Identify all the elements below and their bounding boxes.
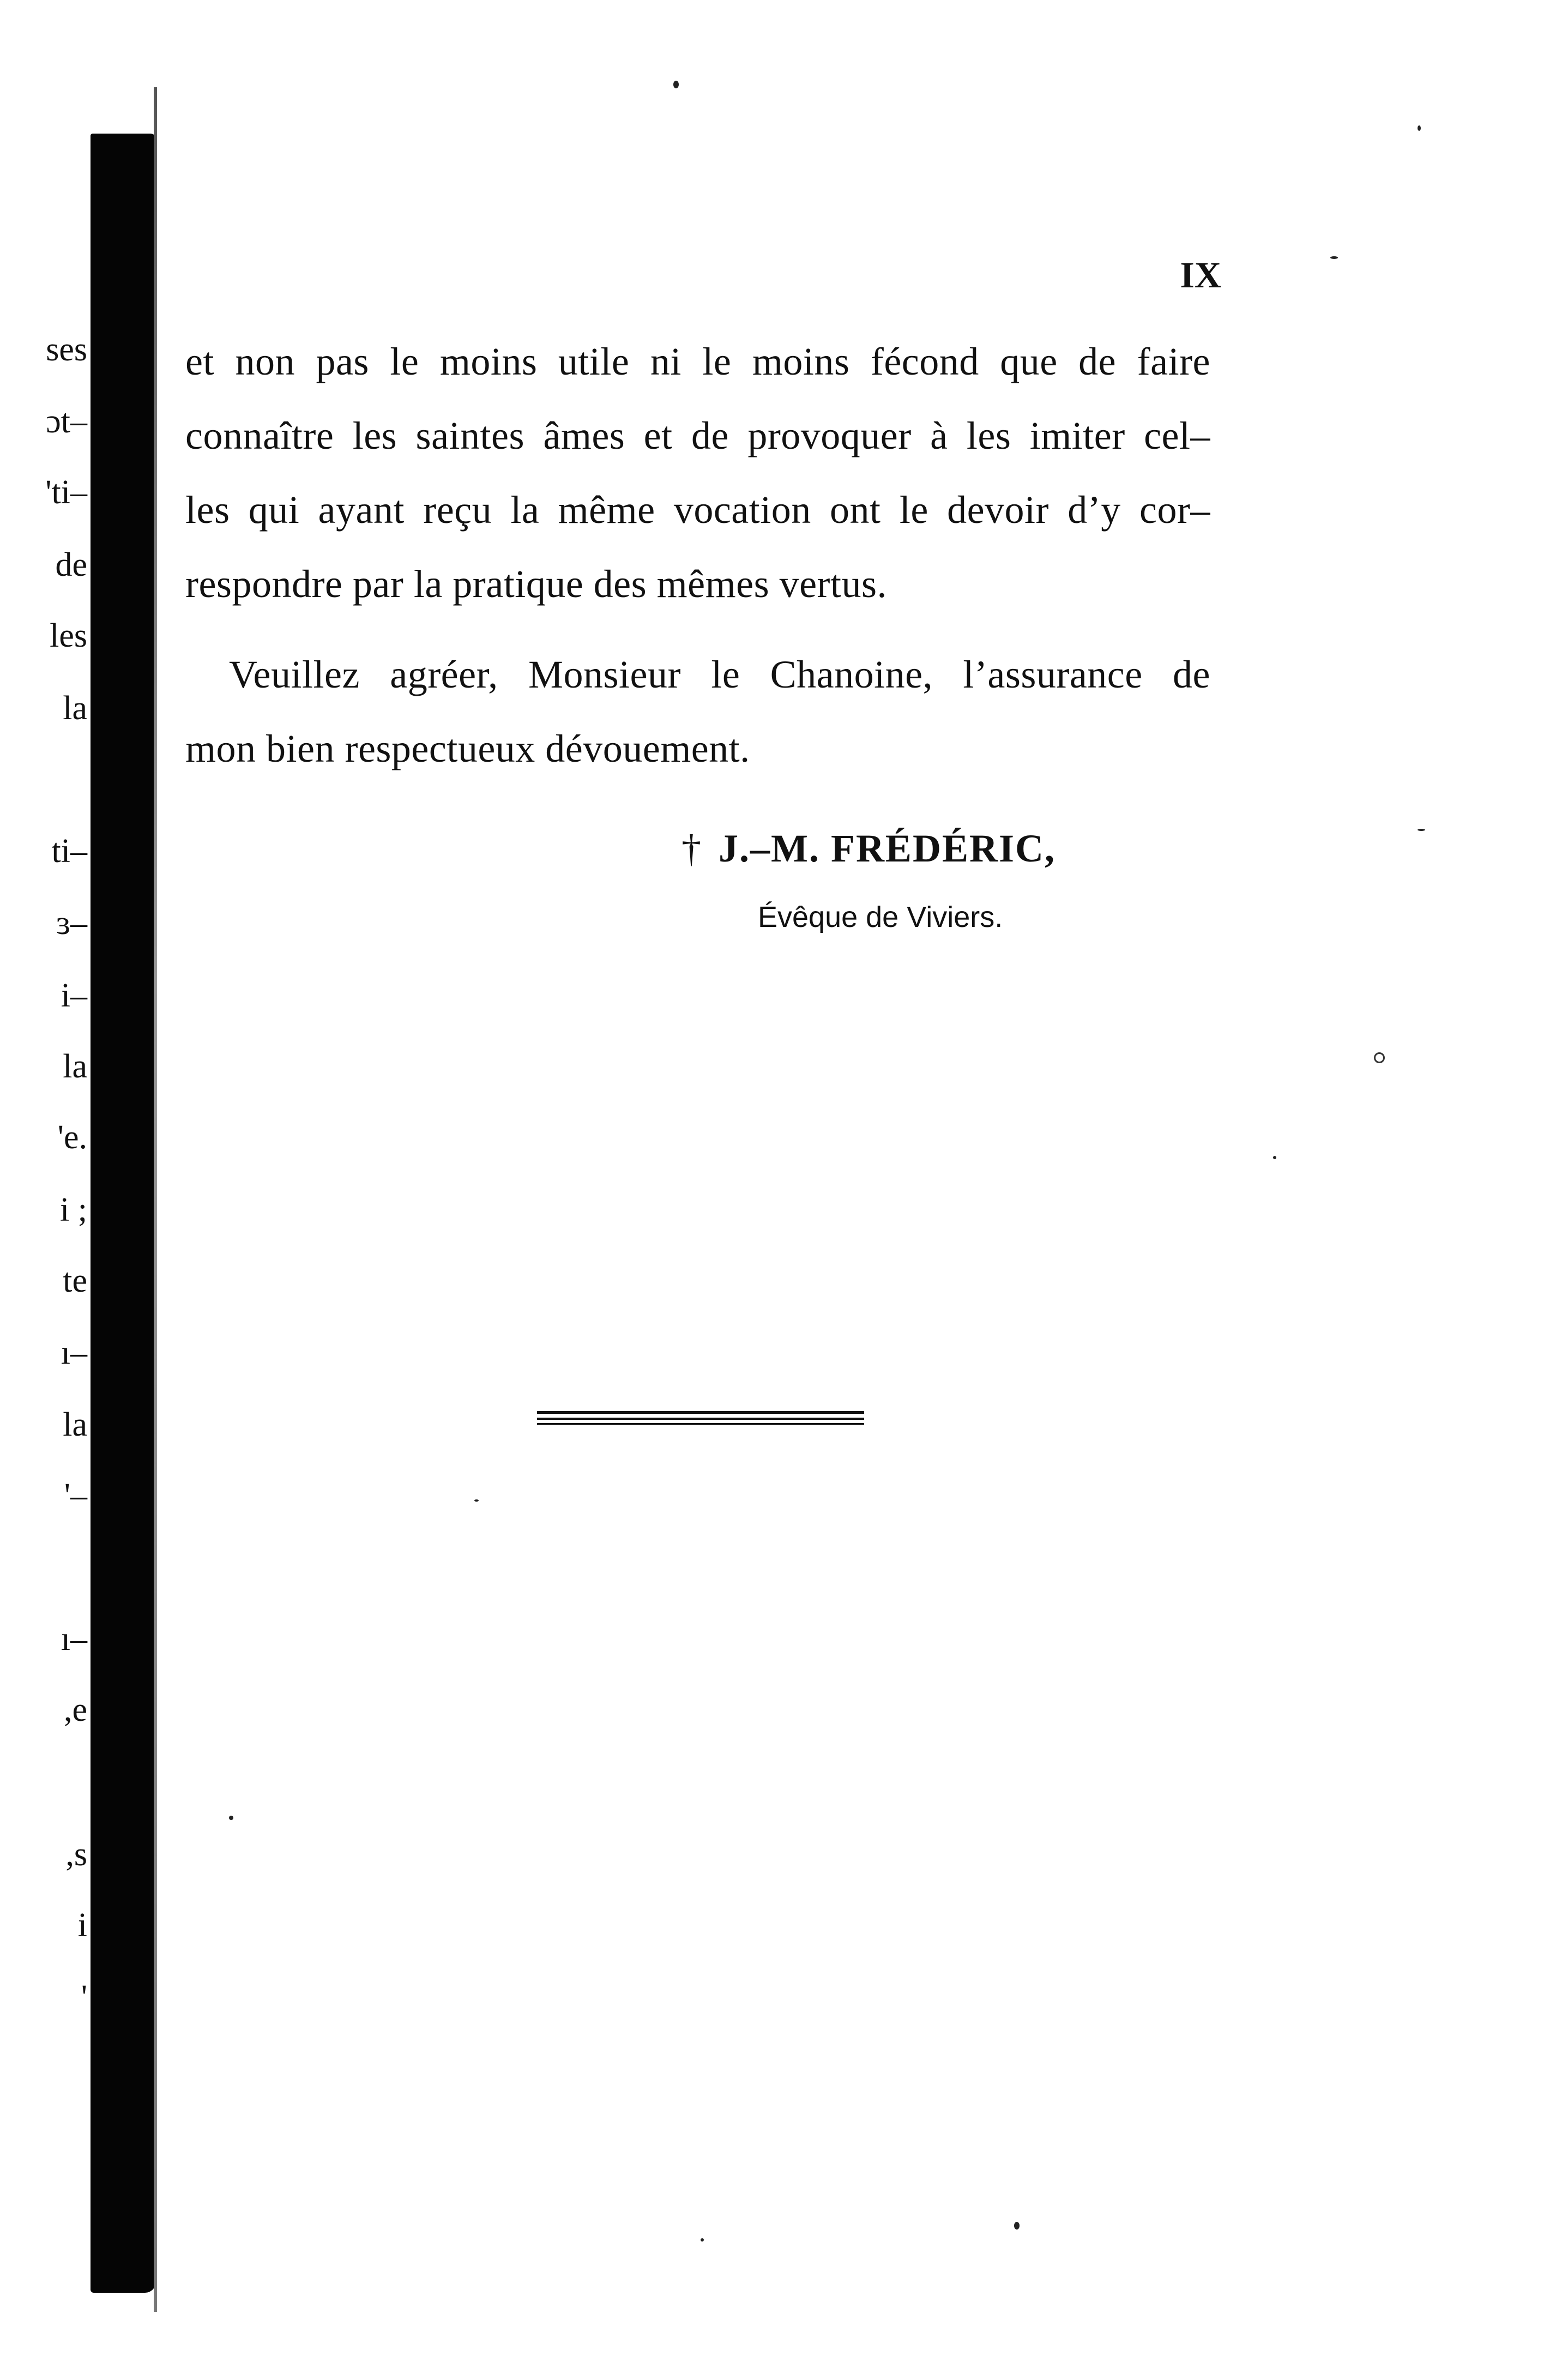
paragraph-gap (185, 621, 1210, 637)
binding-gutter-shadow (91, 134, 156, 2293)
facing-fragment: la (63, 690, 87, 727)
scan-speck (229, 1816, 233, 1820)
facing-fragment: ti– (51, 833, 87, 870)
page-edge-line (154, 87, 157, 2312)
text-line: et non pas le moins utile ni le moins fécond que de faire (185, 340, 1210, 383)
signature-name: J.–M. FRÉDÉRIC, (719, 827, 1056, 870)
facing-fragment: ses (46, 331, 87, 368)
scan-speck (1374, 1052, 1385, 1063)
facing-fragment: i ; (60, 1191, 87, 1228)
facing-fragment: ,s (65, 1836, 87, 1873)
facing-fragment: ı– (61, 1620, 87, 1658)
cross-symbol: † (681, 827, 702, 870)
facing-fragment: de (55, 546, 87, 583)
signature-title: Évêque de Viviers. (758, 901, 1003, 933)
scan-speck (1014, 2222, 1020, 2230)
facing-fragment: 'ti– (45, 474, 87, 511)
facing-fragment: '– (64, 1477, 87, 1514)
scan-speck (1273, 1156, 1276, 1159)
facing-fragment: les (50, 617, 87, 654)
signature (681, 829, 1118, 868)
scan-speck (673, 81, 679, 88)
facing-fragment: te (63, 1262, 87, 1299)
facing-fragment: la (63, 1048, 87, 1085)
text-line: connaître les saintes âmes et de provoquer à les imiter cel– (185, 414, 1210, 457)
text-line: mon bien respectueux dévouement. (185, 727, 750, 770)
facing-fragment: ɔt– (46, 403, 87, 440)
scan-speck (1330, 256, 1338, 259)
facing-fragment: la (63, 1406, 87, 1443)
facing-fragment: ,e (63, 1691, 87, 1728)
rule-line (537, 1418, 864, 1420)
facing-fragment: 'e. (57, 1119, 87, 1156)
scan-speck (1418, 125, 1421, 131)
scan-speck (701, 2238, 704, 2242)
closing-rule (537, 1411, 864, 1425)
paragraph (185, 324, 1210, 621)
facing-fragment: ɜ– (56, 905, 87, 942)
letter-body (185, 324, 1210, 786)
text-line: les qui ayant reçu la même vocation ont le devoir d’y cor– (185, 488, 1210, 532)
facing-fragment: ' (81, 1979, 87, 2016)
facing-fragment: i– (61, 977, 87, 1014)
scan-speck (1418, 829, 1425, 831)
facing-page-margin (0, 0, 87, 2380)
rule-line (537, 1411, 864, 1414)
facing-fragment: i (77, 1907, 87, 1944)
facing-fragment: ı– (61, 1334, 87, 1371)
scan-speck (474, 1499, 479, 1502)
text-line: Veuillez agréer, Monsieur le Chanoine, l’assurance de (229, 653, 1210, 696)
page-number: IX (1180, 254, 1221, 296)
rule-line (537, 1423, 864, 1425)
text-line: respondre par la pratique des mêmes vertus. (185, 562, 888, 606)
paragraph (185, 637, 1210, 786)
